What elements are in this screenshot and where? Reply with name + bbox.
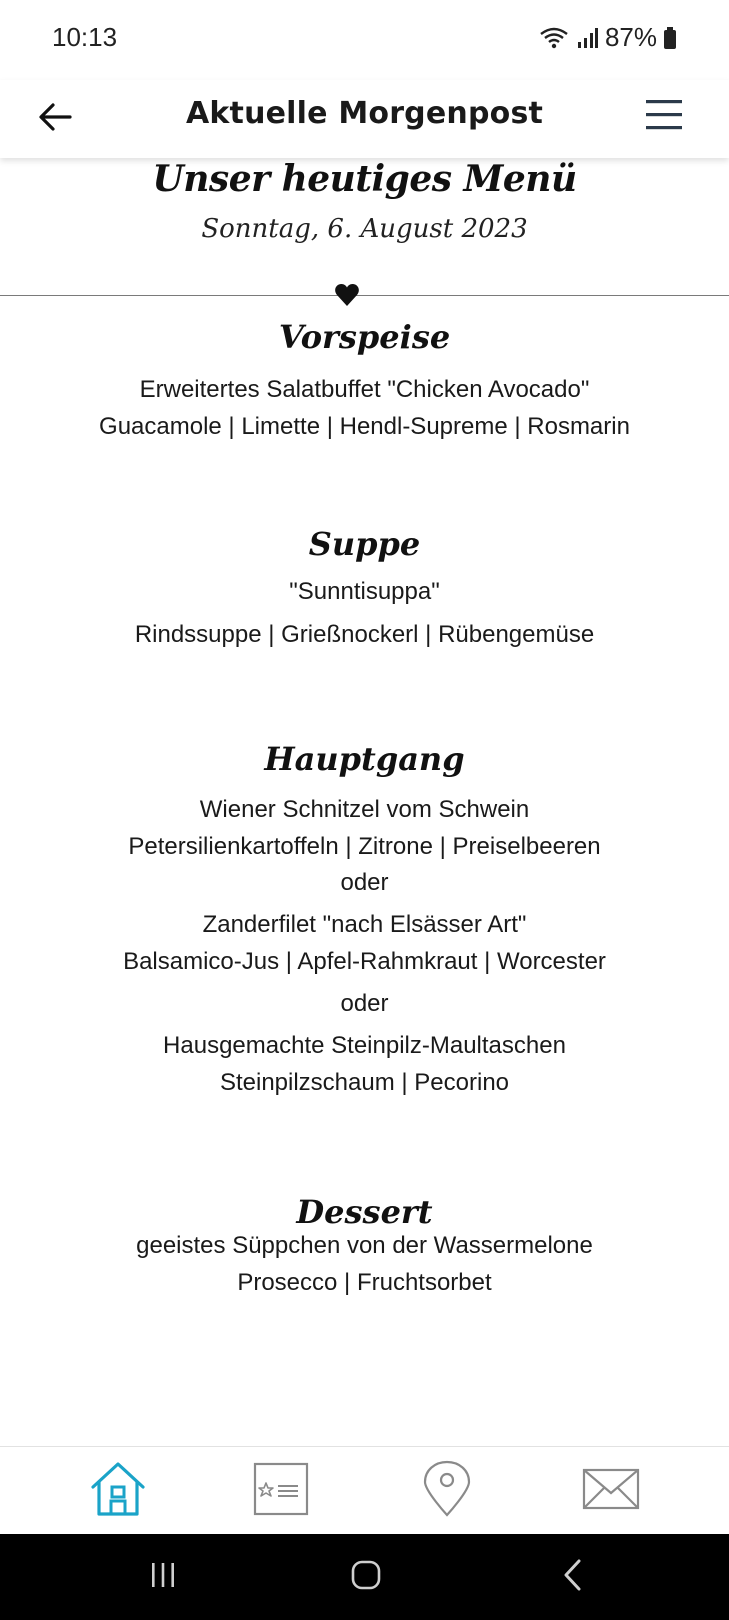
heart-icon (334, 282, 360, 308)
menu-line: Zanderfilet "nach Elsässer Art" (202, 911, 527, 938)
menu-heading: Unser heutiges Menü (152, 158, 577, 200)
menu-line: Hausgemachte Steinpilz-Maultaschen (163, 1032, 566, 1059)
status-bar (0, 0, 729, 80)
status-time: 10:13 (52, 22, 118, 52)
bottom-nav (0, 1446, 729, 1535)
section-title-suppe: Suppe (308, 525, 421, 563)
menu-line: Rindssuppe | Grießnockerl | Rübengemüse (134, 621, 595, 648)
hamburger-menu-button[interactable] (639, 92, 689, 142)
menu-line: Wiener Schnitzel vom Schwein (199, 796, 530, 823)
home-nav-button[interactable] (341, 1554, 391, 1600)
menu-line: Erweitertes Salatbuffet "Chicken Avocado" (139, 376, 590, 403)
menu-date: Sonntag, 6. August 2023 (201, 214, 528, 244)
menu-line-oder: oder (340, 869, 389, 896)
recent-apps-button[interactable] (138, 1554, 188, 1600)
system-nav-bar (0, 1534, 729, 1620)
menu-line: Prosecco | Fruchtsorbet (237, 1269, 492, 1296)
menu-line: Balsamico-Jus | Apfel-Rahmkraut | Worcester (123, 948, 606, 975)
recent-apps-icon (148, 1561, 178, 1594)
page-title: Aktuelle Morgenpost (185, 96, 544, 131)
app-header (0, 80, 729, 158)
battery-icon (663, 26, 677, 50)
location-pin-icon (418, 1460, 476, 1523)
menu-content[interactable] (0, 158, 729, 1446)
menu-line: Guacamole | Limette | Hendl-Supreme | Rosmarin (99, 413, 630, 440)
chevron-left-icon (560, 1558, 586, 1597)
hamburger-icon (644, 97, 684, 138)
mail-icon (581, 1460, 641, 1523)
menu-card-icon (252, 1460, 310, 1523)
nav-home[interactable] (86, 1459, 150, 1523)
battery-percent: 87% (604, 22, 657, 52)
wifi-icon (539, 26, 569, 50)
divider (0, 295, 729, 296)
back-nav-button[interactable] (548, 1554, 598, 1600)
nav-menu-card[interactable] (249, 1459, 313, 1523)
section-title-dessert: Dessert (296, 1193, 433, 1231)
section-title-vorspeise: Vorspeise (278, 318, 451, 356)
home-icon (89, 1460, 147, 1523)
menu-line: Steinpilzschaum | Pecorino (219, 1069, 510, 1096)
nav-mail[interactable] (579, 1459, 643, 1523)
section-title-hauptgang: Hauptgang (264, 740, 465, 778)
menu-line: "Sunntisuppa" (289, 578, 440, 605)
home-circle-icon (349, 1558, 383, 1597)
menu-line: geeistes Süppchen von der Wassermelone (136, 1232, 593, 1259)
signal-icon (575, 26, 599, 50)
status-icons (539, 22, 677, 53)
menu-line-oder: oder (340, 990, 389, 1017)
nav-location[interactable] (415, 1459, 479, 1523)
menu-line: Petersilienkartoffeln | Zitrone | Preiselbeeren (128, 833, 601, 860)
